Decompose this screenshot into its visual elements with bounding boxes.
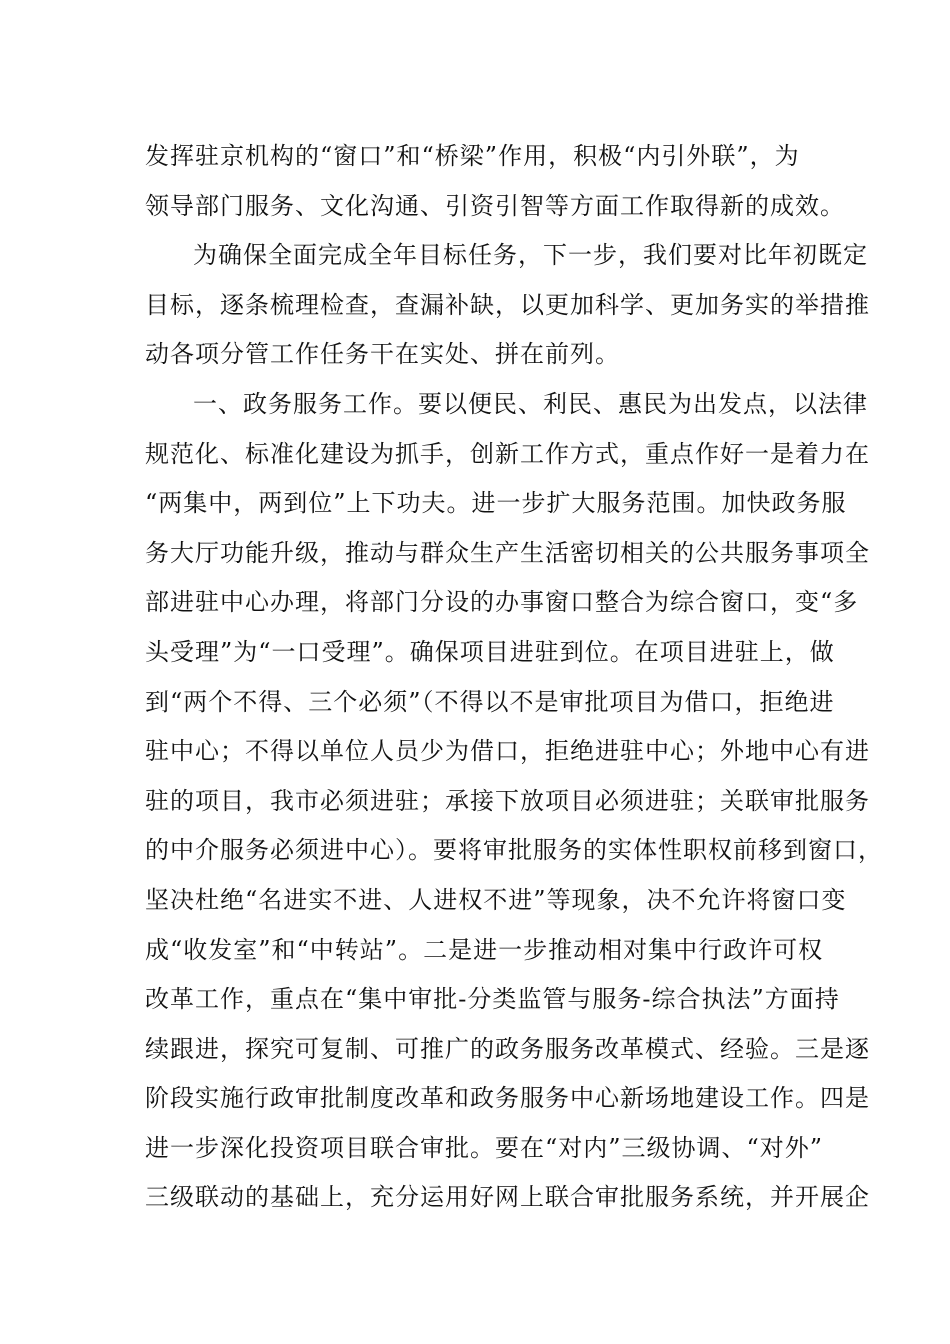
text-line: 一、政务服务工作。要以便民、利民、惠民为出发点，以法律 bbox=[193, 389, 868, 418]
text-line: 目标，逐条梳理检查，查漏补缺，以更加科学、更加务实的举措推 bbox=[145, 290, 870, 319]
text-line: 规范化、标准化建设为抓手，创新工作方式，重点作好一是着力在 bbox=[145, 439, 870, 468]
text-line: 成“收发室”和“中转站”。二是进一步推动相对集中行政许可权 bbox=[145, 935, 824, 964]
text-line: 的中介服务必须进中心）。要将审批服务的实体性职权前移到窗口， bbox=[145, 836, 883, 865]
document-body bbox=[145, 132, 883, 1223]
text-line: 进一步深化投资项目联合审批。要在“对内”三级协调、“对外” bbox=[145, 1133, 824, 1162]
text-line: 三级联动的基础上，充分运用好网上联合审批服务系统，并开展企 bbox=[145, 1183, 870, 1212]
text-line: 改革工作，重点在“集中审批-分类监管与服务-综合执法”方面持 bbox=[145, 985, 840, 1014]
text-line: “两集中，两到位”上下功夫。进一步扩大服务范围。加快政务服 bbox=[145, 489, 847, 518]
text-line: 头受理”为“一口受理”。确保项目进驻到位。在项目进驻上，做 bbox=[145, 637, 835, 666]
text-line: 驻的项目，我市必须进驻；承接下放项目必须进驻；关联审批服务 bbox=[145, 786, 870, 815]
text-line: 动各项分管工作任务干在实处、拼在前列。 bbox=[145, 340, 620, 369]
text-line: 到“两个不得、三个必须”（不得以不是审批项目为借口，拒绝进 bbox=[145, 687, 835, 716]
text-line: 部进驻中心办理，将部门分设的办事窗口整合为综合窗口，变“多 bbox=[145, 588, 859, 617]
paragraph-1 bbox=[145, 132, 845, 231]
paragraph-2 bbox=[145, 231, 870, 380]
text-line: 坚决杜绝“名进实不进、人进权不进”等现象，决不允许将窗口变 bbox=[145, 885, 847, 914]
text-line: 阶段实施行政审批制度改革和政务服务中心新场地建设工作。四是 bbox=[145, 1084, 870, 1113]
text-line: 驻中心；不得以单位人员少为借口，拒绝进驻中心；外地中心有进 bbox=[145, 737, 870, 766]
text-line: 发挥驻京机构的“窗口”和“桥梁”作用，积极“内引外联”，为 bbox=[145, 142, 800, 170]
text-line: 为确保全面完成全年目标任务，下一步，我们要对比年初既定 bbox=[193, 241, 868, 270]
text-line: 领导部门服务、文化沟通、引资引智等方面工作取得新的成效。 bbox=[145, 191, 845, 220]
paragraph-3 bbox=[145, 380, 883, 1223]
text-line: 续跟进，探究可复制、可推广的政务服务改革模式、经验。三是逐 bbox=[145, 1034, 870, 1063]
text-line: 务大厅功能升级，推动与群众生产生活密切相关的公共服务事项全 bbox=[145, 538, 870, 567]
